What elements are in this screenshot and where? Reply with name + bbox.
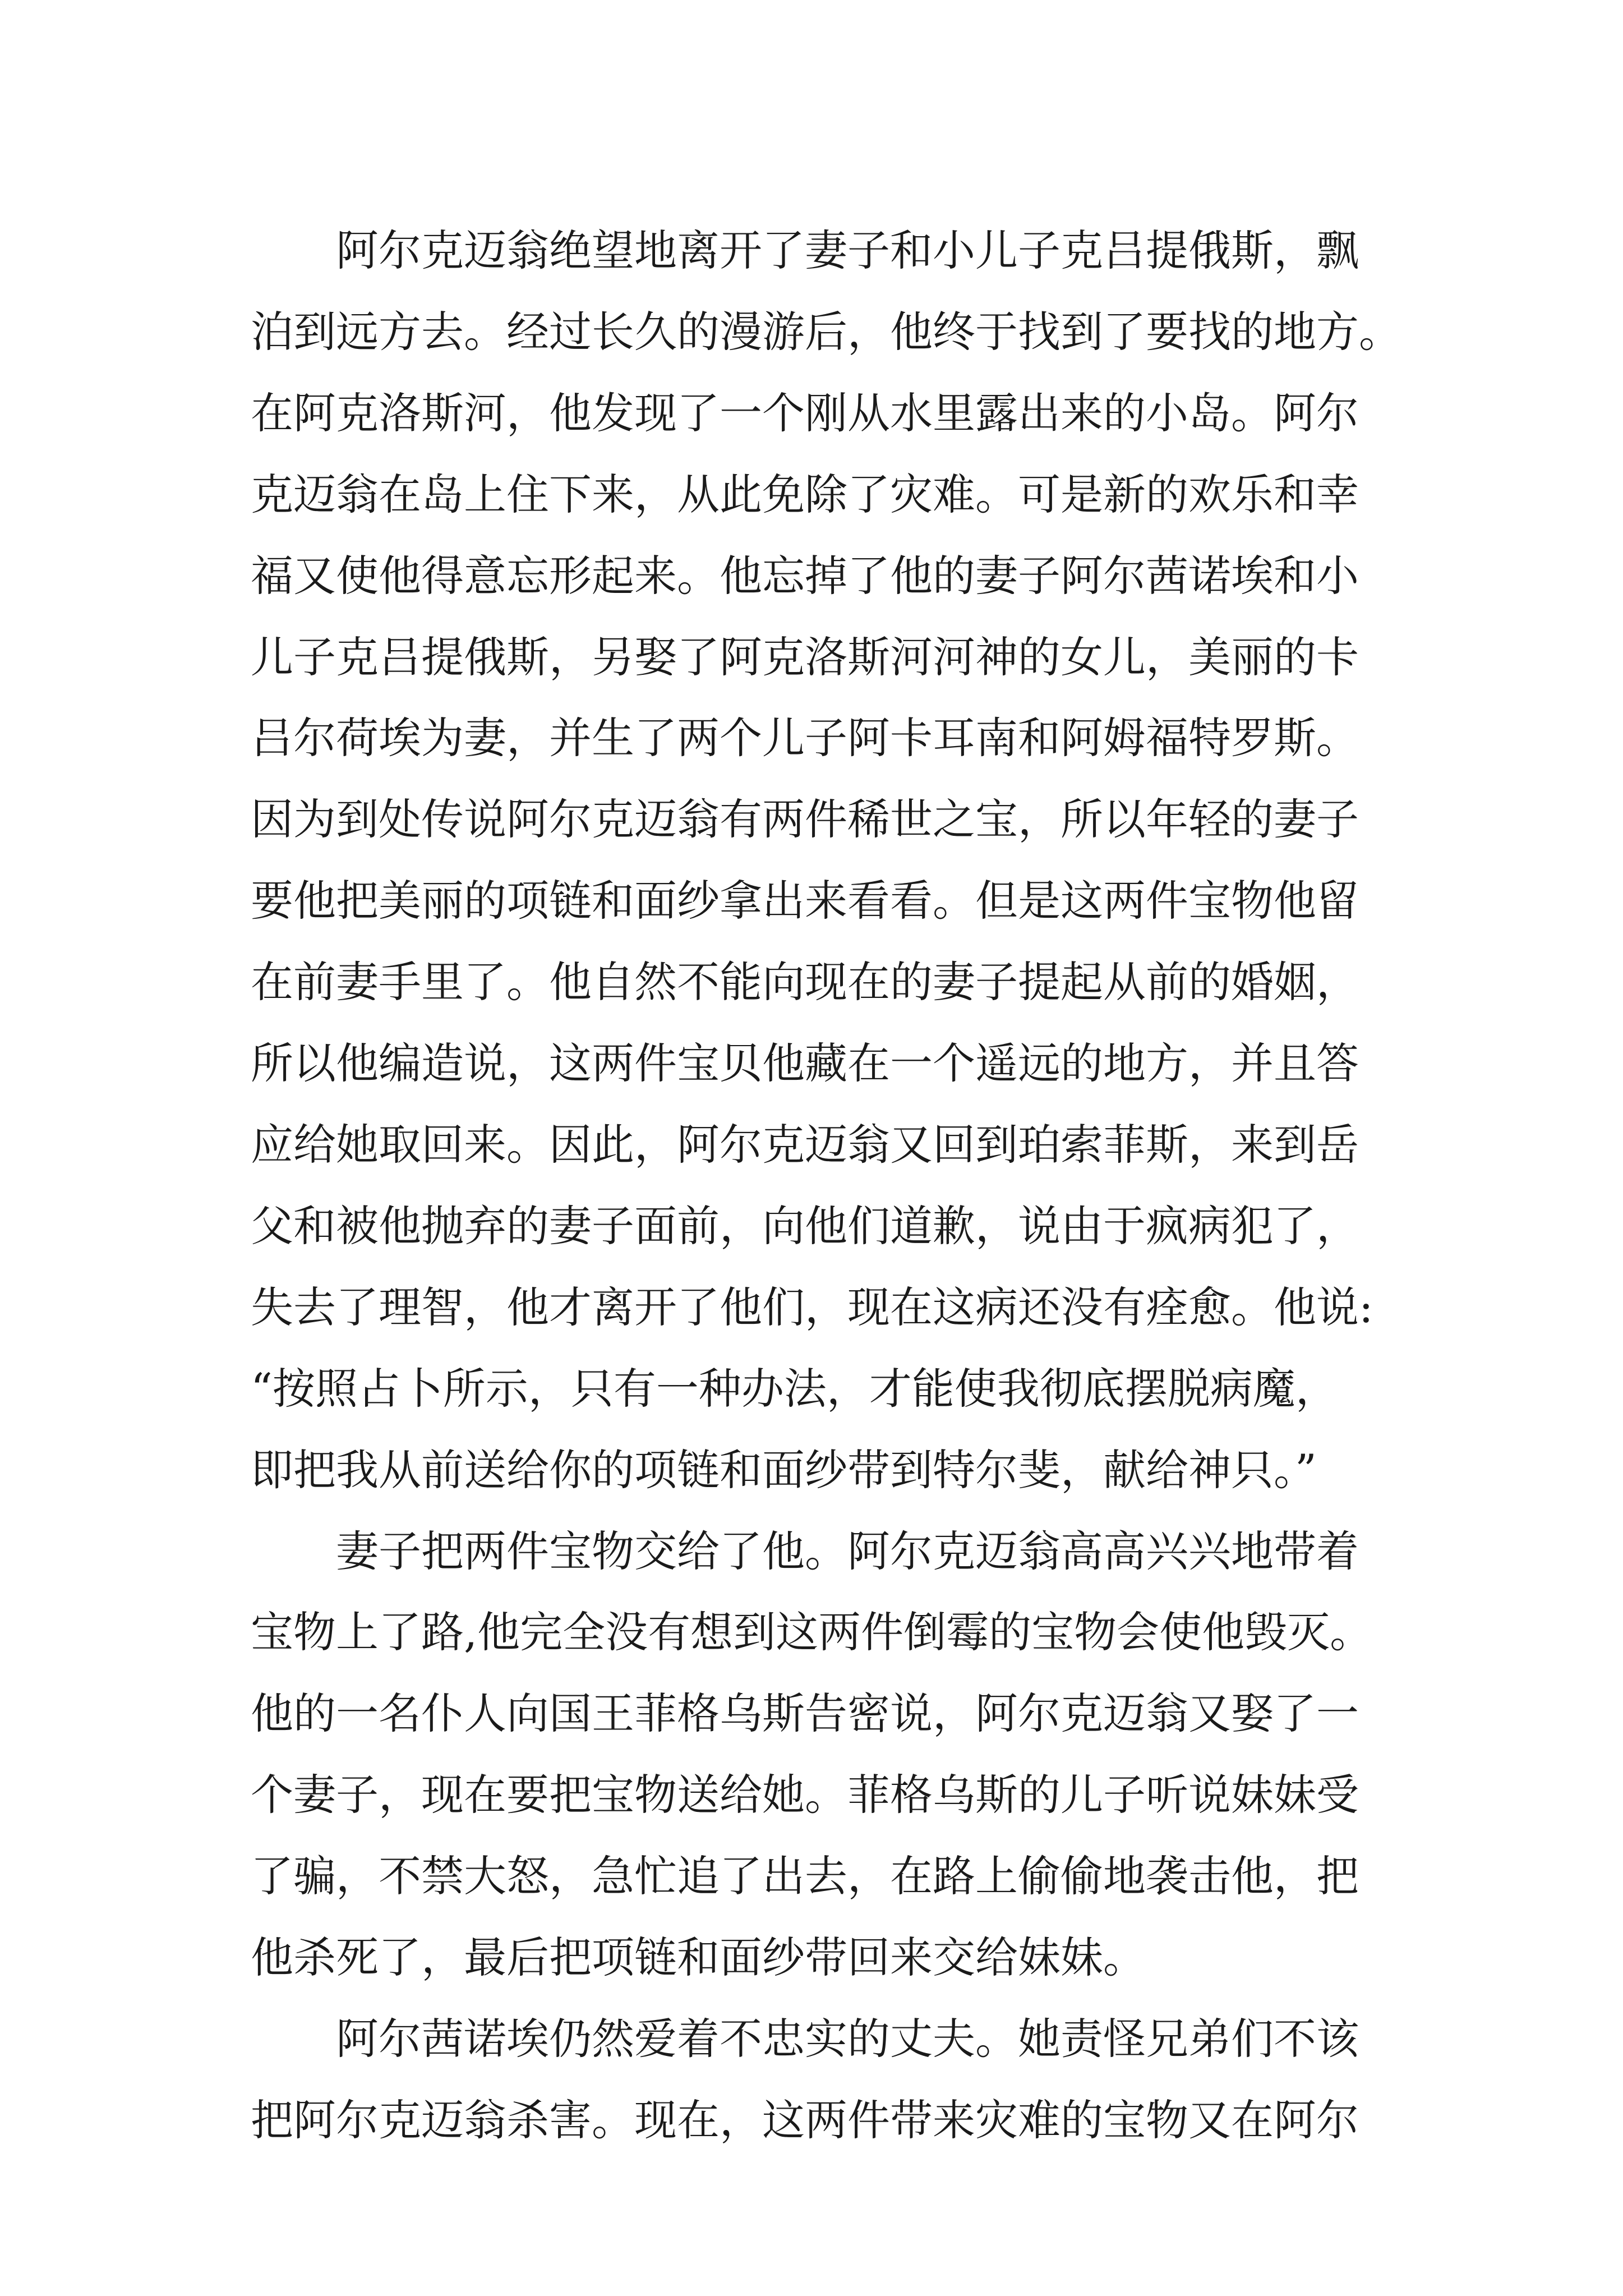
paragraph-1 <box>251 210 1401 1511</box>
text-line: 了骗，不禁大怒，急忙追了出去，在路上偷偷地袭击他，把 <box>251 1851 1359 1902</box>
text-line: 阿尔克迈翁绝望地离开了妻子和小儿子克吕提俄斯，飘 <box>336 226 1359 275</box>
paragraph-3 <box>251 1999 1372 2161</box>
text-line: “按照占卜所示，只有一种办法，才能使我彻底摆脱病魔， <box>251 1363 1338 1414</box>
text-line: 失去了理智，他才离开了他们，现在这病还没有痊愈。他说: <box>251 1282 1373 1332</box>
text-line: 他杀死了，最后把项链和面纱带回来交给妹妹。 <box>251 1932 1146 1983</box>
text-line: 要他把美丽的项链和面纱拿出来看看。但是这两件宝物他留 <box>251 876 1359 926</box>
paragraph-2 <box>251 1511 1372 1999</box>
body-text <box>251 210 1401 2161</box>
text-line: 应给她取回来。因此，阿尔克迈翁又回到珀索菲斯，来到岳 <box>251 1119 1359 1170</box>
text-line: 在前妻手里了。他自然不能向现在的妻子提起从前的婚姻， <box>251 957 1359 1007</box>
text-line: 个妻子，现在要把宝物送给她。菲格乌斯的儿子听说妹妹受 <box>251 1770 1359 1820</box>
text-line: 即把我从前送给你的项链和面纱带到特尔斐，献给神只。” <box>251 1444 1317 1495</box>
text-line: 妻子把两件宝物交给了他。阿尔克迈翁高高兴兴地带着 <box>336 1526 1359 1576</box>
text-line: 父和被他抛弃的妻子面前，向他们道歉，说由于疯病犯了， <box>251 1200 1359 1251</box>
text-line: 把阿尔克迈翁杀害。现在，这两件带来灾难的宝物又在阿尔 <box>251 2095 1359 2145</box>
text-line: 儿子克吕提俄斯，另娶了阿克洛斯河河神的女儿，美丽的卡 <box>251 632 1359 682</box>
text-line: 他的一名仆人向国王菲格乌斯告密说，阿尔克迈翁又娶了一 <box>251 1688 1359 1739</box>
text-line: 所以他编造说，这两件宝贝他藏在一个遥远的地方，并且答 <box>251 1038 1359 1089</box>
text-line: 在阿克洛斯河，他发现了一个刚从水里露出来的小岛。阿尔 <box>251 388 1359 438</box>
text-line: 宝物上了路,他完全没有想到这两件倒霉的宝物会使他毁灭。 <box>251 1607 1373 1658</box>
text-line: 福又使他得意忘形起来。他忘掉了他的妻子阿尔茜诺埃和小 <box>251 550 1359 601</box>
text-line: 因为到处传说阿尔克迈翁有两件稀世之宝，所以年轻的妻子 <box>251 794 1359 845</box>
text-line: 泊到远方去。经过长久的漫游后，他终于找到了要找的地方。 <box>251 306 1401 357</box>
text-line: 克迈翁在岛上住下来，从此免除了灾难。可是新的欢乐和幸 <box>251 469 1359 519</box>
text-line: 阿尔茜诺埃仍然爱着不忠实的丈夫。她责怪兄弟们不该 <box>336 2013 1359 2064</box>
text-line: 吕尔荷埃为妻，并生了两个儿子阿卡耳南和阿姆福特罗斯。 <box>251 713 1359 763</box>
